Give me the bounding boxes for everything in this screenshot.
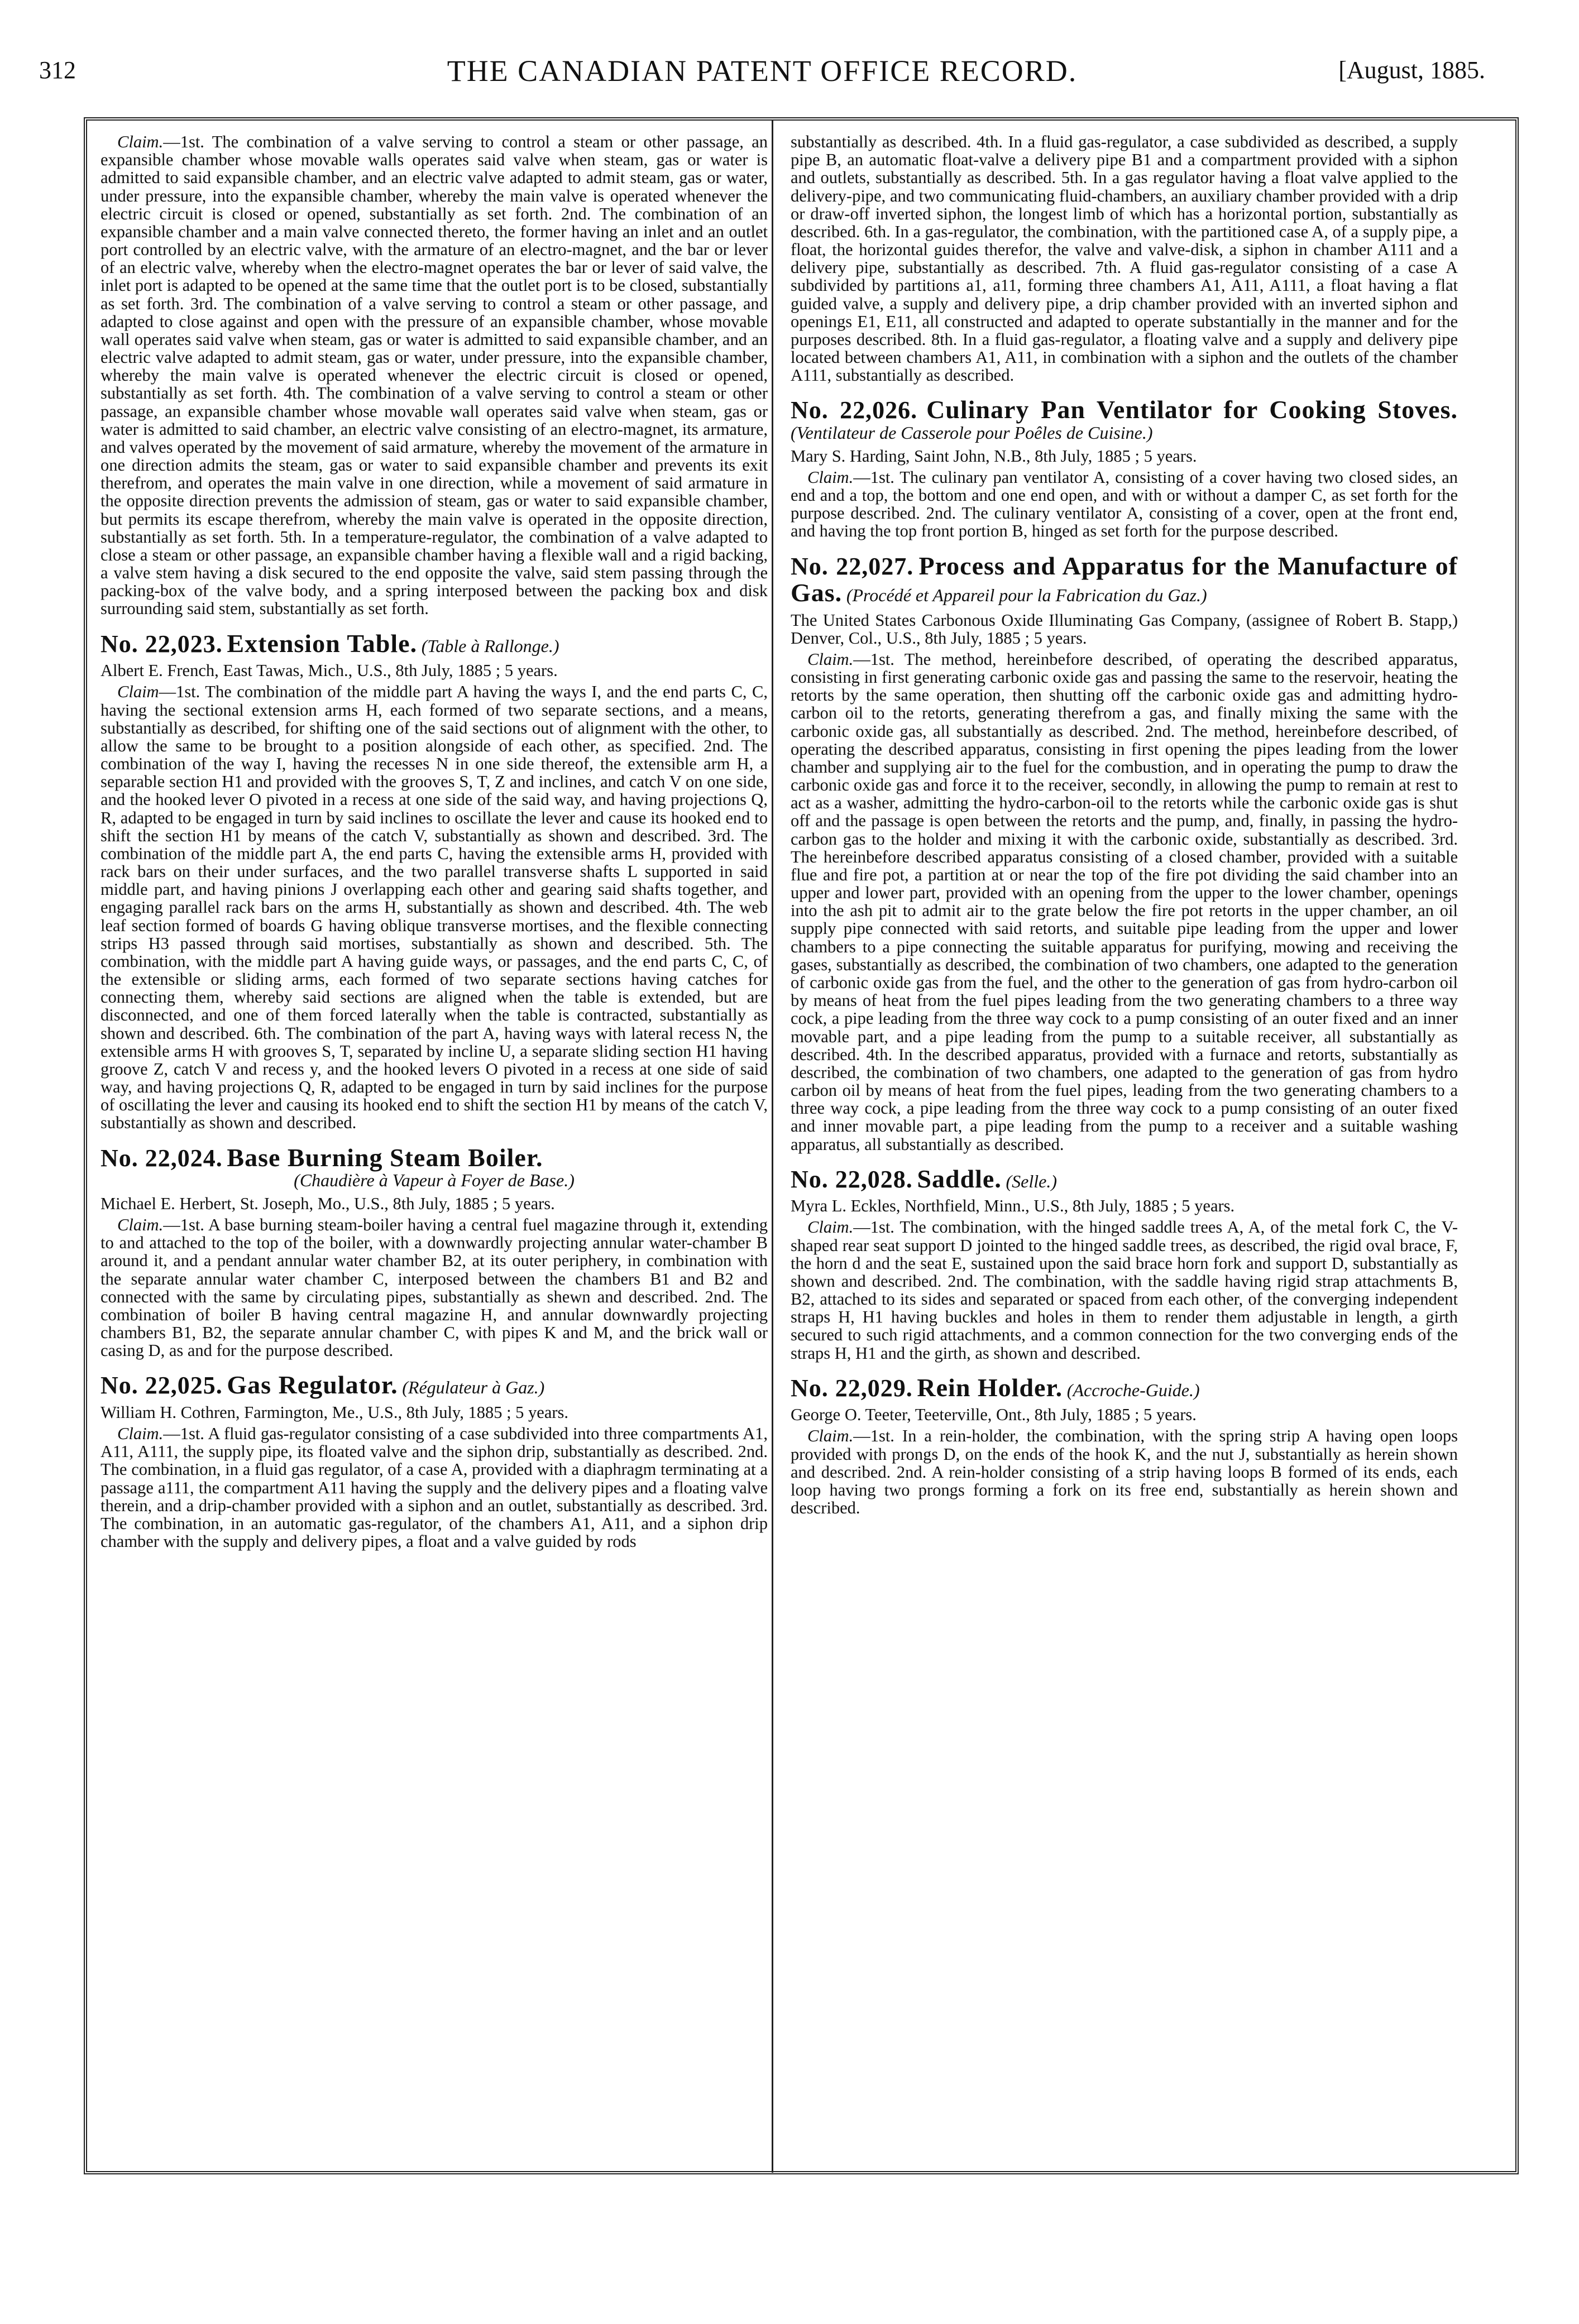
patent-claims: Claim.—1st. The combination, with the hinged saddle trees A, A, of the metal fork C, the V-shaped rear seat support D jointed to the hinged saddle trees, as described, the rigid oval brace, F, the horn d and the seat E, sustained upon the said brace horn fork and support D, substantially as shown and described. 2nd. The combination, with the saddle having rigid strap attachments B, B2, attached to its sides and separated or spaced from each other, of the converging independent straps H, H1 having buckles and holes in them to render them adjustable in length, a girth secured to such rigid attachments, and a common connection for the two converging ends of the straps H, H1 and the girth, as shown and described. xyxy=(791,1218,1458,1363)
patent-inventor: William H. Cothren, Farmington, Me., U.S., 8th July, 1885 ; 5 years. xyxy=(101,1402,569,1422)
patent-number: No. 22,029. xyxy=(791,1374,913,1402)
patent-number: No. 22,026. xyxy=(791,396,918,424)
patent-title: Culinary Pan Ventilator for Cooking Stoves. xyxy=(926,395,1458,424)
patent-inventor: Albert E. French, East Tawas, Mich., U.S., 8th July, 1885 ; 5 years. xyxy=(101,661,558,681)
patent-number: No. 22,025. xyxy=(101,1372,223,1400)
patent-title: Extension Table. xyxy=(227,629,418,658)
page-header xyxy=(39,50,1485,95)
patent-french-title: (Table à Rallonge.) xyxy=(421,635,559,656)
patent-heading xyxy=(791,553,1458,607)
column-divider xyxy=(772,119,773,2173)
patent-inventor: Mary S. Harding, Saint John, N.B., 8th July, 1885 ; 5 years. xyxy=(791,446,1197,466)
patent-claims: Claim—1st. The combination of the middle part A having the ways I, and the end parts C, C, having the sectional extension arms H, each formed of two separate sections, and a means, substantially as described, for shifting one of the said sections out of alignment with the other, to allow the same to be brought to a position alongside of each other, as specified. 2nd. The combination of the way I, having the recesses N in one side thereof, the extensible arm H, a separable section H1 and provided with the grooves S, T, Z and inclines, and catch V on one side, and the hooked lever O pivoted in a recess at one side of the said way, and having projections Q, R, adapted to be engaged in turn by said inclines to oscillate the lever and cause its hooked end to shift the section H1 by means of the catch V, substantially as shown and described. 3rd. The combination of the middle part A, the end parts C, having the extensible arms H, provided with rack bars on their under surfaces, and the two parallel transverse shafts L supported in said middle part, and having pinions J overlapping each other and gearing said shafts together, and engaging parallel rack bars on the arms H, substantially as shown and described. 4th. The web leaf section formed of boards G having oblique transverse mortises, and the flexible connecting strips H3 passed through said mortises, substantially as shown and described. 5th. The combination, with the middle part A having guide ways, or passages, and the end parts C, C, of the extensible or sliding arms, each formed of two separate sections having catches for connecting them, whereby said sections are aligned when the table is extended, but are disconnected, and one of them forced laterally when the table is contracted, substantially as shown and described. 6th. The combination of the part A, having ways with lateral recess N, the extensible arms H with grooves S, T, separated by incline U, a separate sliding section H1 having groove Z, catch V and recess y, and the hooked levers O pivoted in a recess at one side of said way, and having projections Q, R, adapted to be engaged in turn by said inclines for the purpose of oscillating the lever and causing its hooked end to shift the section H1 by means of the catch V, substantially as shown and described. xyxy=(101,682,768,1133)
patent-number: No. 22,023. xyxy=(101,630,223,658)
patent-heading xyxy=(101,1372,768,1399)
patent-french-title: (Ventilateur de Casserole pour Poêles de Cuisine.) xyxy=(791,422,1153,443)
page-number: 312 xyxy=(39,56,76,84)
page-date: [August, 1885. xyxy=(1338,56,1485,84)
patent-title: Process and Apparatus for the Manufacture of Gas. xyxy=(791,551,1458,607)
patent-inventor: Michael E. Herbert, St. Joseph, Mo., U.S., 8th July, 1885 ; 5 years. xyxy=(101,1194,555,1213)
patent-french-title: (Procédé et Appareil pour la Fabrication du Gaz.) xyxy=(846,585,1207,606)
patent-french-title: (Accroche-Guide.) xyxy=(1066,1379,1200,1400)
patent-title: Saddle. xyxy=(917,1164,1002,1193)
page-title: THE CANADIAN PATENT OFFICE RECORD. xyxy=(447,54,1078,88)
patent-french-title: (Selle.) xyxy=(1006,1171,1057,1191)
patent-claims: Claim.—1st. In a rein-holder, the combination, with the spring strip A having open loops provided with prongs D, on the ends of the hook K, and the nut J, substantially as herein shown and described. 2nd. A rein-holder consisting of a strip having loops B formed of its ends, each loop having two prongs forming a fork on its free end, substantially as herein shown and described. xyxy=(791,1426,1458,1518)
patent-number: No. 22,027. xyxy=(791,552,914,580)
left-column xyxy=(101,133,768,1554)
patent-inventor: The United States Carbonous Oxide Illuminating Gas Company, (assignee of Robert B. Stapp,) Denver, Col., U.S., 8th July, 1885 ; 5 years. xyxy=(791,610,1458,648)
patent-claims: Claim.—1st. The culinary pan ventilator A, consisting of a cover having two closed sides, an end and a top, the bottom and one end open, and with or without a damper C, as set forth for the purpose described. 2nd. The culinary ventilator A, consisting of a cover, open at the front end, and having the top front portion B, hinged as set forth for the purpose described. xyxy=(791,467,1458,541)
continued-claims: substantially as described. 4th. In a fluid gas-regulator, a case subdivided as described, a supply pipe B, an automatic float-valve a delivery pipe B1 and a compartment provided with a siphon and outlets, substantially as described. 5th. In a gas regulator having a float valve applied to the delivery-pipe, and two communicating fluid-chambers, an auxiliary chamber provided with a drip or draw-off inverted siphon, the longest limb of which has a horizontal portion, substantially as described. 6th. In a gas-regulator, the combination, with the partitioned case A, of a supply pipe, a float, the horizontal guides therefor, the valve and valve-disk, a siphon in chamber A111 and a delivery pipe, substantially as described. 7th. A fluid gas-regulator consisting of a case A subdivided by partitions a1, a11, forming three chambers A1, A11, A111, a float having a flat guided valve, a supply and delivery pipe, a drip chamber provided with an inverted siphon and openings E1, E11, all constructed and adapted to operate substantially in the manner and for the purposes described. 8th. In a fluid gas-regulator, a floating valve and a supply and delivery pipe located between chambers A1, A11, in combination with a siphon and the outlets of the chamber A111, substantially as described. xyxy=(791,132,1458,385)
patent-title: Gas Regulator. xyxy=(227,1371,398,1400)
patent-heading xyxy=(791,1374,1458,1402)
patent-number: No. 22,028. xyxy=(791,1165,913,1193)
patent-french-title: (Régulateur à Gaz.) xyxy=(402,1377,545,1398)
patent-title: Base Burning Steam Boiler. xyxy=(227,1143,543,1172)
patent-claims: Claim.—1st. A fluid gas-regulator consisting of a case subdivided into three compartments A1, A11, A111, the supply pipe, its floated valve and the siphon drip, substantially as described. 2nd. The combination, in a fluid gas regulator, of a case A, provided with a diaphragm terminating at a passage a111, the compartment A11 having the supply and the delivery pipes and a floating valve therein, and a drip-chamber provided with a siphon and an outlet, substantially as described. 3rd. The combination, in an automatic gas-regulator, of the chambers A1, A11, and a siphon drip chamber with the supply and delivery pipes, a float and a valve guided by rods xyxy=(101,1424,768,1551)
patent-french-title: (Chaudière à Vapeur à Foyer de Base.) xyxy=(294,1170,575,1191)
right-column xyxy=(791,133,1458,1520)
patent-inventor: Myra L. Eckles, Northfield, Minn., U.S., 8th July, 1885 ; 5 years. xyxy=(791,1196,1235,1216)
patent-heading xyxy=(791,1166,1458,1193)
patent-heading xyxy=(101,1144,768,1190)
patent-inventor: George O. Teeter, Teeterville, Ont., 8th July, 1885 ; 5 years. xyxy=(791,1405,1197,1425)
patent-claims: Claim.—1st. The method, hereinbefore described, of operating the described apparatus, consisting in first generating carbonic oxide gas and passing the same to the reservoir, heating the retorts by the same operation, then shutting off the carbonic oxide gas and admitting hydro-carbon oil to the retorts, generating therefrom a gas, and finally mixing the same with the carbonic oxide gas, all substantially as described. 2nd. The method, hereinbefore described, of operating the described apparatus, consisting in first opening the pipes leading from the lower chamber and supplying air to the fuel for the combustion, and in operating the pump to draw the carbonic oxide gas and force it to the receiver, secondly, in allowing the pump to remain at rest to act as a washer, admitting the hydro-carbon-oil to the retorts while the carbonic oxide gas is shut off and the passage is open between the retorts and the pump, and, finally, in passing the hydro-carbon gas to the holder and mixing it with the carbonic oxide, substantially as described. 3rd. The hereinbefore described apparatus consisting of a closed chamber, provided with a suitable flue and fire pot, a partition at or near the top of the fire pot dividing the said chamber into an upper and lower part, provided with an opening from the upper to the lower chamber, openings into the ash pit to admit air to the grate below the fire pot retorts in the upper chamber, an oil supply pipe connected with said retorts, and suitable pipe leading from the upper and lower chambers to a pipe connecting the suitable apparatus for purifying, mowing and receiving the gases, substantially as described, the combination of two chambers, one adapted to the generation of carbonic oxide gas from the fuel, and the other to the generation of gas from hydro-carbon oil by means of heat from the fuel pipes leading from the two generating chambers to a three way cock, a pipe leading from the three way cock to a pump consisting of an outer fixed and an inner movable part, and a pipe leading from the pump to a suitable receiver, all substantially as described. 4th. In the described apparatus, provided with a furnace and retorts, substantially as described, the combination of two chambers, one adapted to the generation of gas from hydro carbon oil by means of heat from the fuel pipes, leading from the two generating chambers to a three way cock, a pipe leading from the three way cock to a pump consisting of an outer fixed and inner movable part, a pipe leading from the pump to a receiver and a suitable washing apparatus, all substantially as described. xyxy=(791,649,1458,1154)
patent-number: No. 22,024. xyxy=(101,1144,223,1172)
patent-heading xyxy=(101,630,768,658)
intro-claim: Claim.—1st. The combination of a valve serving to control a steam or other passage, an expansible chamber whose movable walls operates said valve when steam, gas or water is admitted to said expansible chamber, and an electric valve adapted to admit steam, gas or water, under pressure, into the expansible chamber, whereby the main valve is operated whenever the electric circuit is closed or opened, substantially as set forth. 2nd. The combination of an expansible chamber and a main valve connected thereto, the former having an inlet and an outlet port controlled by an electric valve, with the armature of an electro-magnet, and the bar or lever of an electric valve, whereby when the electro-magnet operates the bar or lever of said valve, the inlet port is adapted to be opened at the same time that the outlet port is to be closed, substantially as set forth. 3rd. The combination of a valve serving to control a steam or other passage, and adapted to close against and open with the pressure of an expansible chamber, whose movable wall operates said valve when steam, gas or water is admitted to said expansible chamber, and an electric valve adapted to admit steam, gas or water, under pressure, into the expansible chamber, whereby the main valve is operated whenever the electric circuit is closed or opened, substantially as set forth. 4th. The combination of a valve serving to control a steam or other passage, an expansible chamber whose movable wall operates said valve when steam, gas or water is admitted to said chamber, an electric valve consisting of an electro-magnet, its armature, and valves operated by the movement of said armature, whereby the movement of the armature in one direction admits the steam, gas or water to said expansible chamber and prevents its exit therefrom, and operates the main valve in one direction, while a movement of said armature in the opposite direction prevents the admission of steam, gas or water to said expansible chamber, but permits its escape therefrom, whereby the main valve is operated in the opposite direction, substantially as set forth. 5th. In a temperature-regulator, the combination of a valve adapted to close a steam or other passage, an expansible chamber having a flexible wall and a rigid backing, a valve stem having a disk secured to the end opposite the valve, said stem passing through the packing-box of the valve body, and a spring interposed between the packing box and disk surrounding said stem, substantially as set forth. xyxy=(101,132,768,619)
patent-title: Rein Holder. xyxy=(917,1373,1063,1402)
patent-heading xyxy=(791,396,1458,442)
patent-claims: Claim.—1st. A base burning steam-boiler having a central fuel magazine through it, extending to and attached to the top of the boiler, with a downwardly projecting annular water-chamber B around it, and a pendant annular water chamber B2, at its outer periphery, in combination with the separate annular water chamber C, interposed between the chambers B1 and B2 and connected with the same by circulating pipes, substantially as shewn and described. 2nd. The combination of boiler B having central magazine H, and annular downwardly projecting chambers B1, B2, the separate annular chamber C, with pipes K and M, and the brick wall or casing D, as and for the purpose described. xyxy=(101,1215,768,1360)
